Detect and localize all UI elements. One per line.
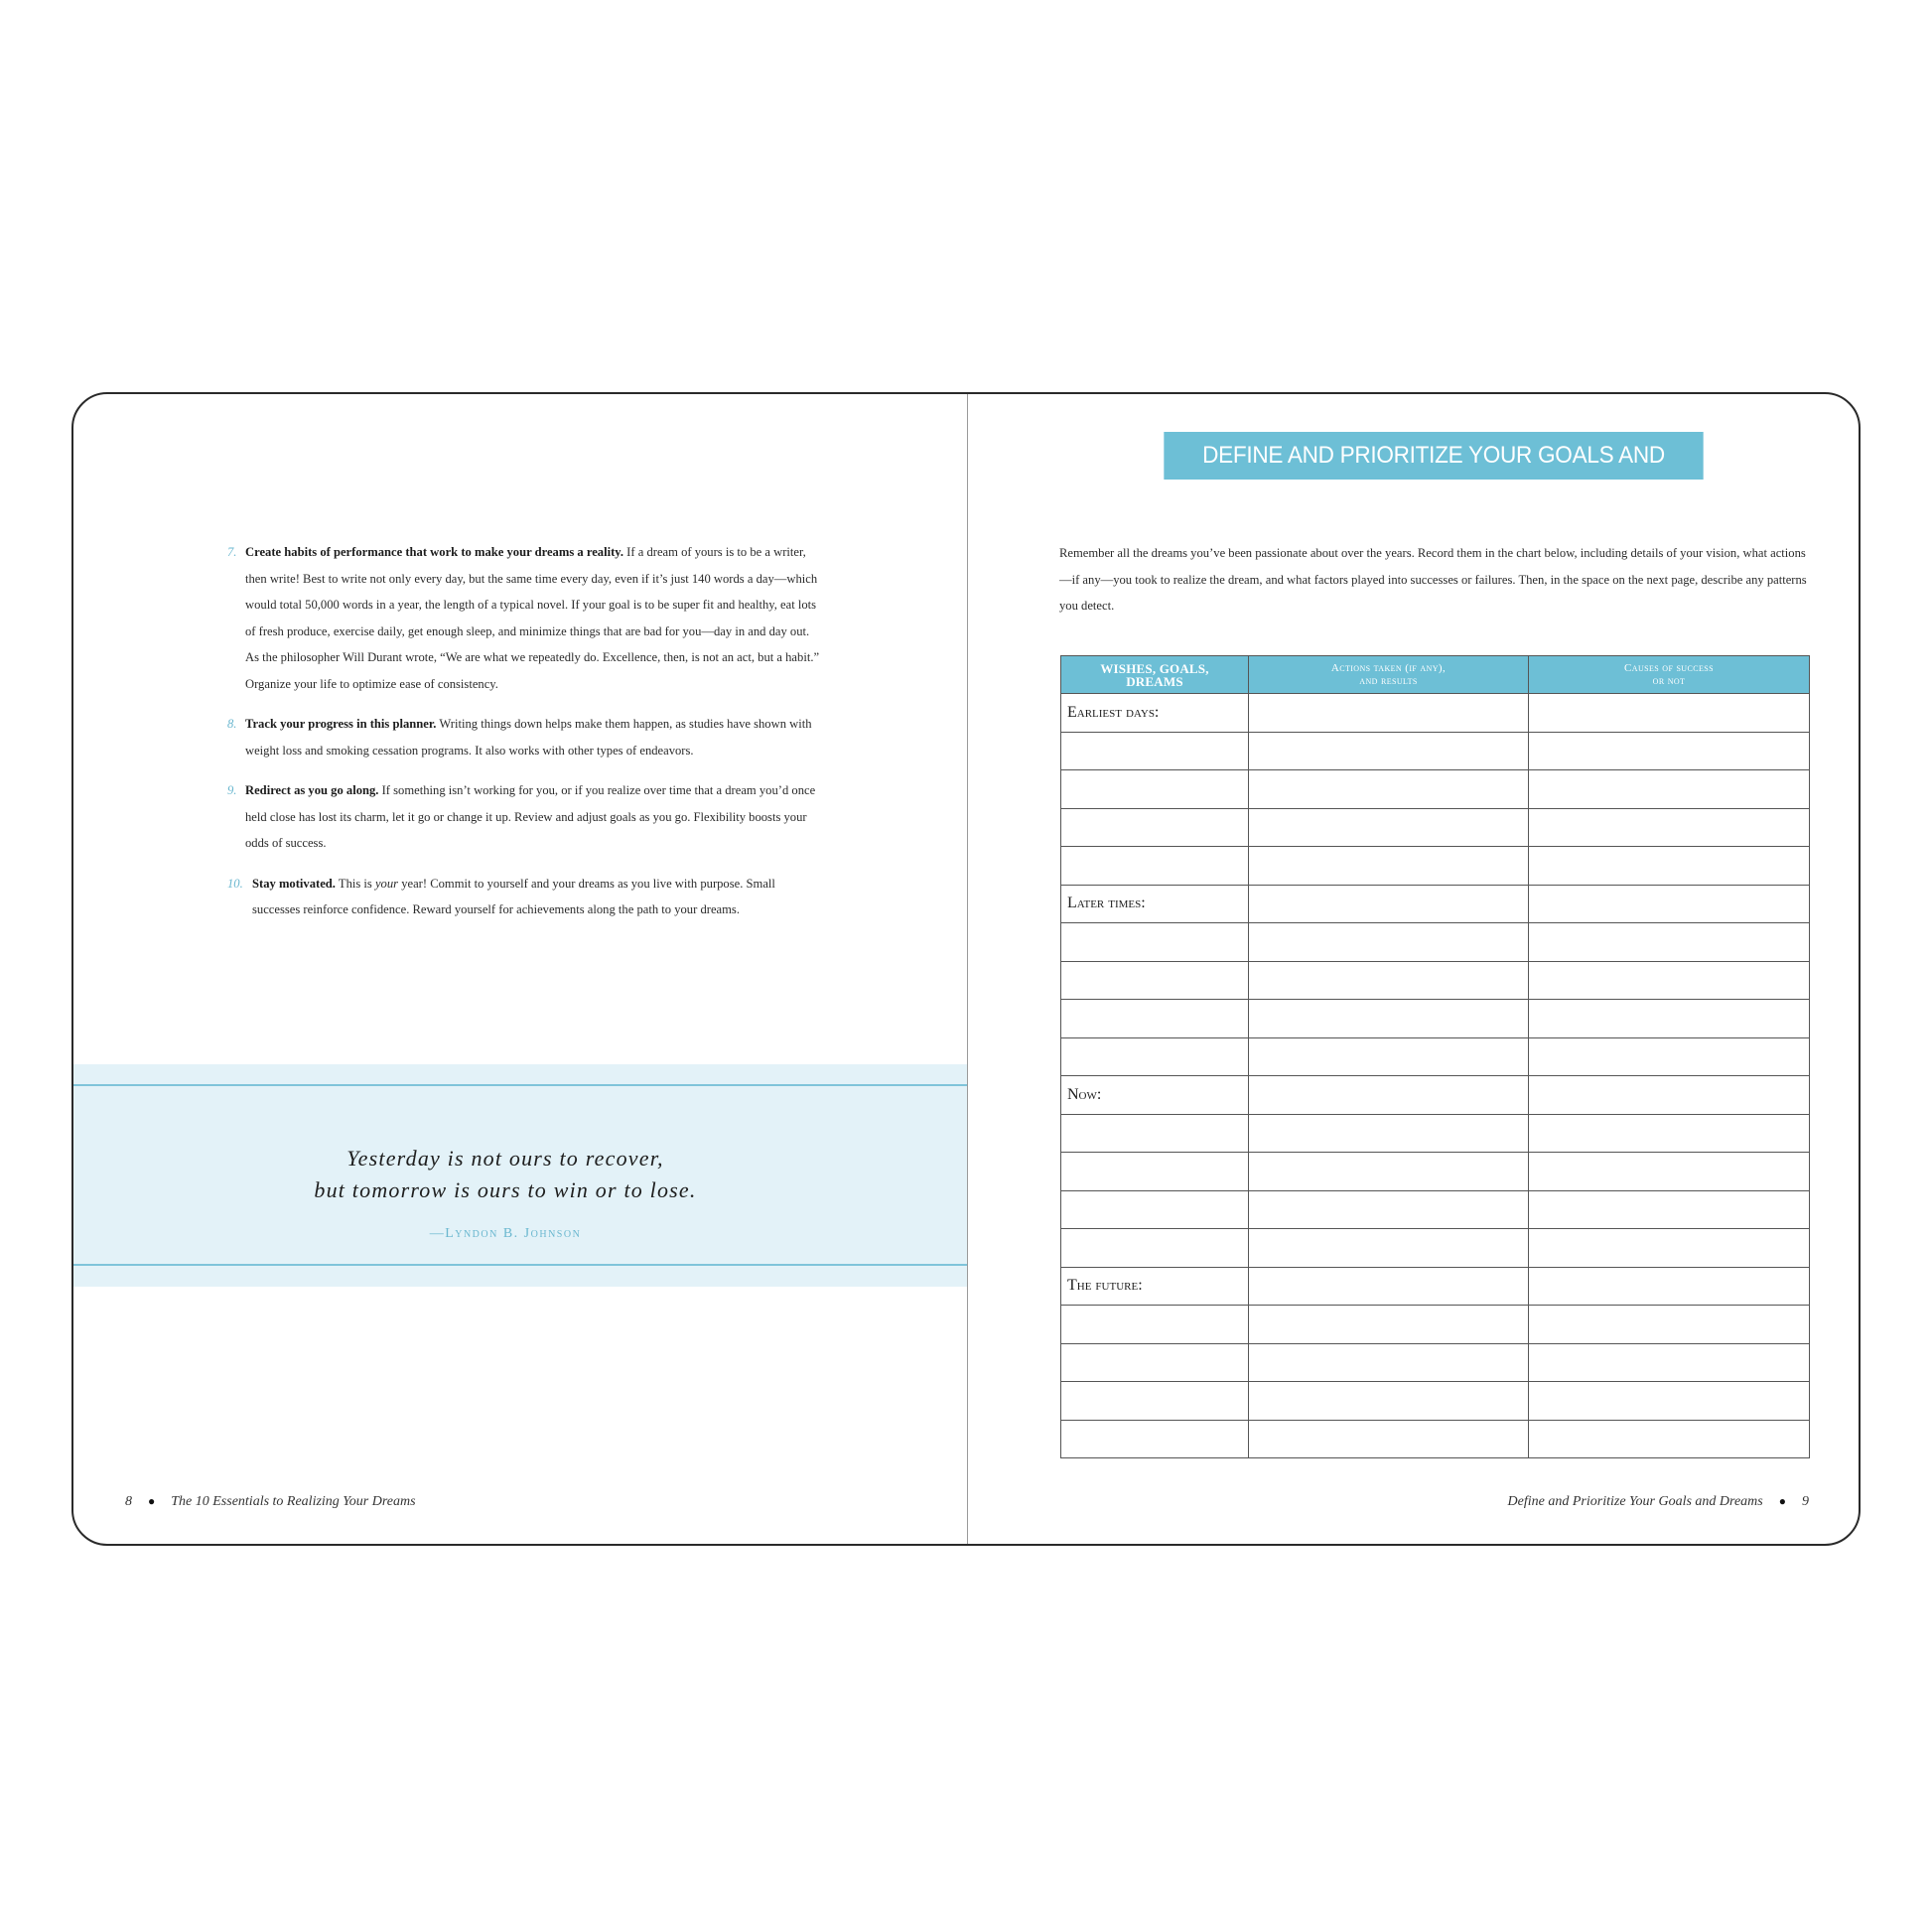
table-cell[interactable] — [1529, 1000, 1810, 1038]
table-row — [1061, 1267, 1810, 1306]
item-number: 7. — [227, 545, 237, 559]
item-emphasis: your — [374, 876, 399, 891]
book-spread — [71, 392, 1861, 1546]
table-cell[interactable] — [1529, 961, 1810, 1000]
table-cell[interactable] — [1529, 847, 1810, 886]
item-lead: Track your progress in this planner. — [245, 717, 437, 731]
item-text: year! Commit to yourself and your dreams as you live with purpose. Small successes reinforce confidence. Reward yourself for achievements along the path to your dreams. — [252, 876, 775, 916]
table-cell[interactable] — [1529, 923, 1810, 962]
section-label-earliest: Earliest days: — [1061, 694, 1249, 733]
table-cell[interactable] — [1529, 1037, 1810, 1076]
table-cell[interactable] — [1249, 1000, 1529, 1038]
table-cell[interactable] — [1061, 1000, 1249, 1038]
table-cell[interactable] — [1529, 1114, 1810, 1153]
table-cell[interactable] — [1529, 694, 1810, 733]
table-cell[interactable] — [1249, 1114, 1529, 1153]
table-row — [1061, 1114, 1810, 1153]
table-cell[interactable] — [1529, 808, 1810, 847]
table-cell[interactable] — [1249, 1306, 1529, 1344]
table-cell[interactable] — [1529, 1420, 1810, 1458]
bullet-icon: ● — [1778, 1494, 1786, 1508]
table-cell[interactable] — [1061, 770, 1249, 809]
item-lead: Redirect as you go along. — [245, 783, 379, 797]
table-row — [1061, 732, 1810, 770]
table-cell[interactable] — [1529, 1306, 1810, 1344]
left-footer — [125, 1494, 416, 1510]
section-title: Define and Prioritize Your Goals and Dreams — [1507, 1494, 1763, 1509]
table-cell[interactable] — [1061, 808, 1249, 847]
table-cell[interactable] — [1249, 1190, 1529, 1229]
table-cell[interactable] — [1061, 1382, 1249, 1421]
list-item — [227, 777, 823, 857]
table-row — [1061, 694, 1810, 733]
intro-paragraph: Remember all the dreams you’ve been passionate about over the years. Record them in the chart below, including details of your vision, what actions—if any—you took to realize the dream, and what factors played into successes or failures. Then, in the space on the next page, describe any patterns you detect. — [1059, 546, 1807, 613]
table-row — [1061, 1306, 1810, 1344]
table-cell[interactable] — [1249, 732, 1529, 770]
table-cell[interactable] — [1061, 1229, 1249, 1268]
right-footer — [1508, 1494, 1809, 1510]
table-row — [1061, 1420, 1810, 1458]
column-header-causes: Causes of success or not — [1529, 656, 1810, 694]
table-cell[interactable] — [1061, 1153, 1249, 1191]
item-lead: Stay motivated. — [252, 876, 336, 891]
table-cell[interactable] — [1249, 923, 1529, 962]
table-row — [1061, 808, 1810, 847]
item-text: If something isn’t working for you, or if you realize over time that a dream you’d once held close has lost its charm, let it go or change it up. Review and adjust goals as you go. Flexibility boosts your odds of success. — [245, 783, 816, 850]
table-cell[interactable] — [1061, 1420, 1249, 1458]
item-text: Writing things down helps make them happen, as studies have shown with weight loss and smoking cessation programs. It also works with other types of endeavors. — [245, 717, 812, 758]
section-label-now: Now: — [1061, 1076, 1249, 1115]
list-item — [227, 711, 823, 763]
table-cell[interactable] — [1529, 1190, 1810, 1229]
table-cell[interactable] — [1061, 1037, 1249, 1076]
table-cell[interactable] — [1061, 1306, 1249, 1344]
table-cell[interactable] — [1529, 1153, 1810, 1191]
book-title: The 10 Essentials to Realizing Your Dreams — [171, 1494, 416, 1509]
table-row — [1061, 885, 1810, 923]
table-row — [1061, 770, 1810, 809]
quote-band — [73, 1064, 967, 1287]
table-cell[interactable] — [1061, 1114, 1249, 1153]
essentials-list — [227, 539, 823, 937]
table-row — [1061, 1076, 1810, 1115]
table-row — [1061, 1190, 1810, 1229]
table-cell[interactable] — [1529, 1267, 1810, 1306]
page-title: DEFINE AND PRIORITIZE YOUR GOALS AND DREAMS — [1164, 432, 1703, 480]
table-cell[interactable] — [1249, 770, 1529, 809]
list-item — [227, 871, 823, 923]
column-header-wishes: WISHES, GOALS, DREAMS — [1061, 656, 1249, 694]
table-cell[interactable] — [1061, 1190, 1249, 1229]
table-row — [1061, 961, 1810, 1000]
table-cell[interactable] — [1529, 770, 1810, 809]
table-row — [1061, 1343, 1810, 1382]
table-row — [1061, 1037, 1810, 1076]
item-number: 10. — [227, 876, 243, 891]
table-cell[interactable] — [1249, 1420, 1529, 1458]
table-cell[interactable] — [1061, 961, 1249, 1000]
table-row — [1061, 1153, 1810, 1191]
item-text: This is — [335, 876, 375, 891]
table-cell[interactable] — [1061, 923, 1249, 962]
table-cell[interactable] — [1529, 1076, 1810, 1115]
quote-line-2: but tomorrow is ours to win or to lose. — [314, 1177, 697, 1202]
table-cell[interactable] — [1249, 885, 1529, 923]
table-cell[interactable] — [1249, 961, 1529, 1000]
table-cell[interactable] — [1249, 1229, 1529, 1268]
item-number: 8. — [227, 717, 237, 731]
list-item — [227, 539, 823, 697]
table-cell[interactable] — [1529, 1382, 1810, 1421]
item-number: 9. — [227, 783, 237, 797]
page-gutter — [967, 394, 968, 1544]
column-header-actions: Actions taken (if any), and results — [1249, 656, 1529, 694]
table-row — [1061, 847, 1810, 886]
table-cell[interactable] — [1529, 1343, 1810, 1382]
table-cell[interactable] — [1249, 694, 1529, 733]
quote-rule-top — [73, 1084, 967, 1086]
quote-line-1: Yesterday is not ours to recover, — [346, 1146, 664, 1171]
item-lead: Create habits of performance that work to make your dreams a reality. — [245, 545, 624, 559]
table-cell[interactable] — [1529, 885, 1810, 923]
table-cell[interactable] — [1249, 1343, 1529, 1382]
table-cell[interactable] — [1061, 732, 1249, 770]
table-cell[interactable] — [1529, 1229, 1810, 1268]
table-cell[interactable] — [1249, 1382, 1529, 1421]
quote-author: —Lyndon B. Johnson — [429, 1226, 582, 1241]
table-row — [1061, 1000, 1810, 1038]
table-cell[interactable] — [1529, 732, 1810, 770]
page-number: 8 — [125, 1494, 132, 1509]
table-cell[interactable] — [1249, 1267, 1529, 1306]
page-number: 9 — [1802, 1494, 1809, 1509]
goals-table — [1060, 655, 1810, 1458]
table-row — [1061, 1229, 1810, 1268]
section-label-future: The future: — [1061, 1267, 1249, 1306]
table-cell[interactable] — [1061, 847, 1249, 886]
table-cell[interactable] — [1249, 847, 1529, 886]
table-row — [1061, 923, 1810, 962]
quote-rule-bottom — [73, 1264, 967, 1266]
item-text: If a dream of yours is to be a writer, then write! Best to write not only every day, but the same time every day, even if it’s just 140 words a day—which would total 50,000 words in a year, the length of a typical novel. If your goal is to be super fit and healthy, eat lots of fresh produce, exercise daily, get enough sleep, and minimize things that are bad for you—day in and day out. As the philosopher Will Durant wrote, “We are what we repeatedly do. Excellence, then, is not an act, but a habit.” Organize your life to optimize ease of consistency. — [245, 545, 820, 691]
table-cell[interactable] — [1249, 1037, 1529, 1076]
table-cell[interactable] — [1061, 1343, 1249, 1382]
table-cell[interactable] — [1249, 808, 1529, 847]
table-header-row — [1061, 656, 1810, 694]
table-cell[interactable] — [1249, 1076, 1529, 1115]
section-label-later: Later times: — [1061, 885, 1249, 923]
table-row — [1061, 1382, 1810, 1421]
bullet-icon: ● — [148, 1494, 156, 1508]
table-cell[interactable] — [1249, 1153, 1529, 1191]
